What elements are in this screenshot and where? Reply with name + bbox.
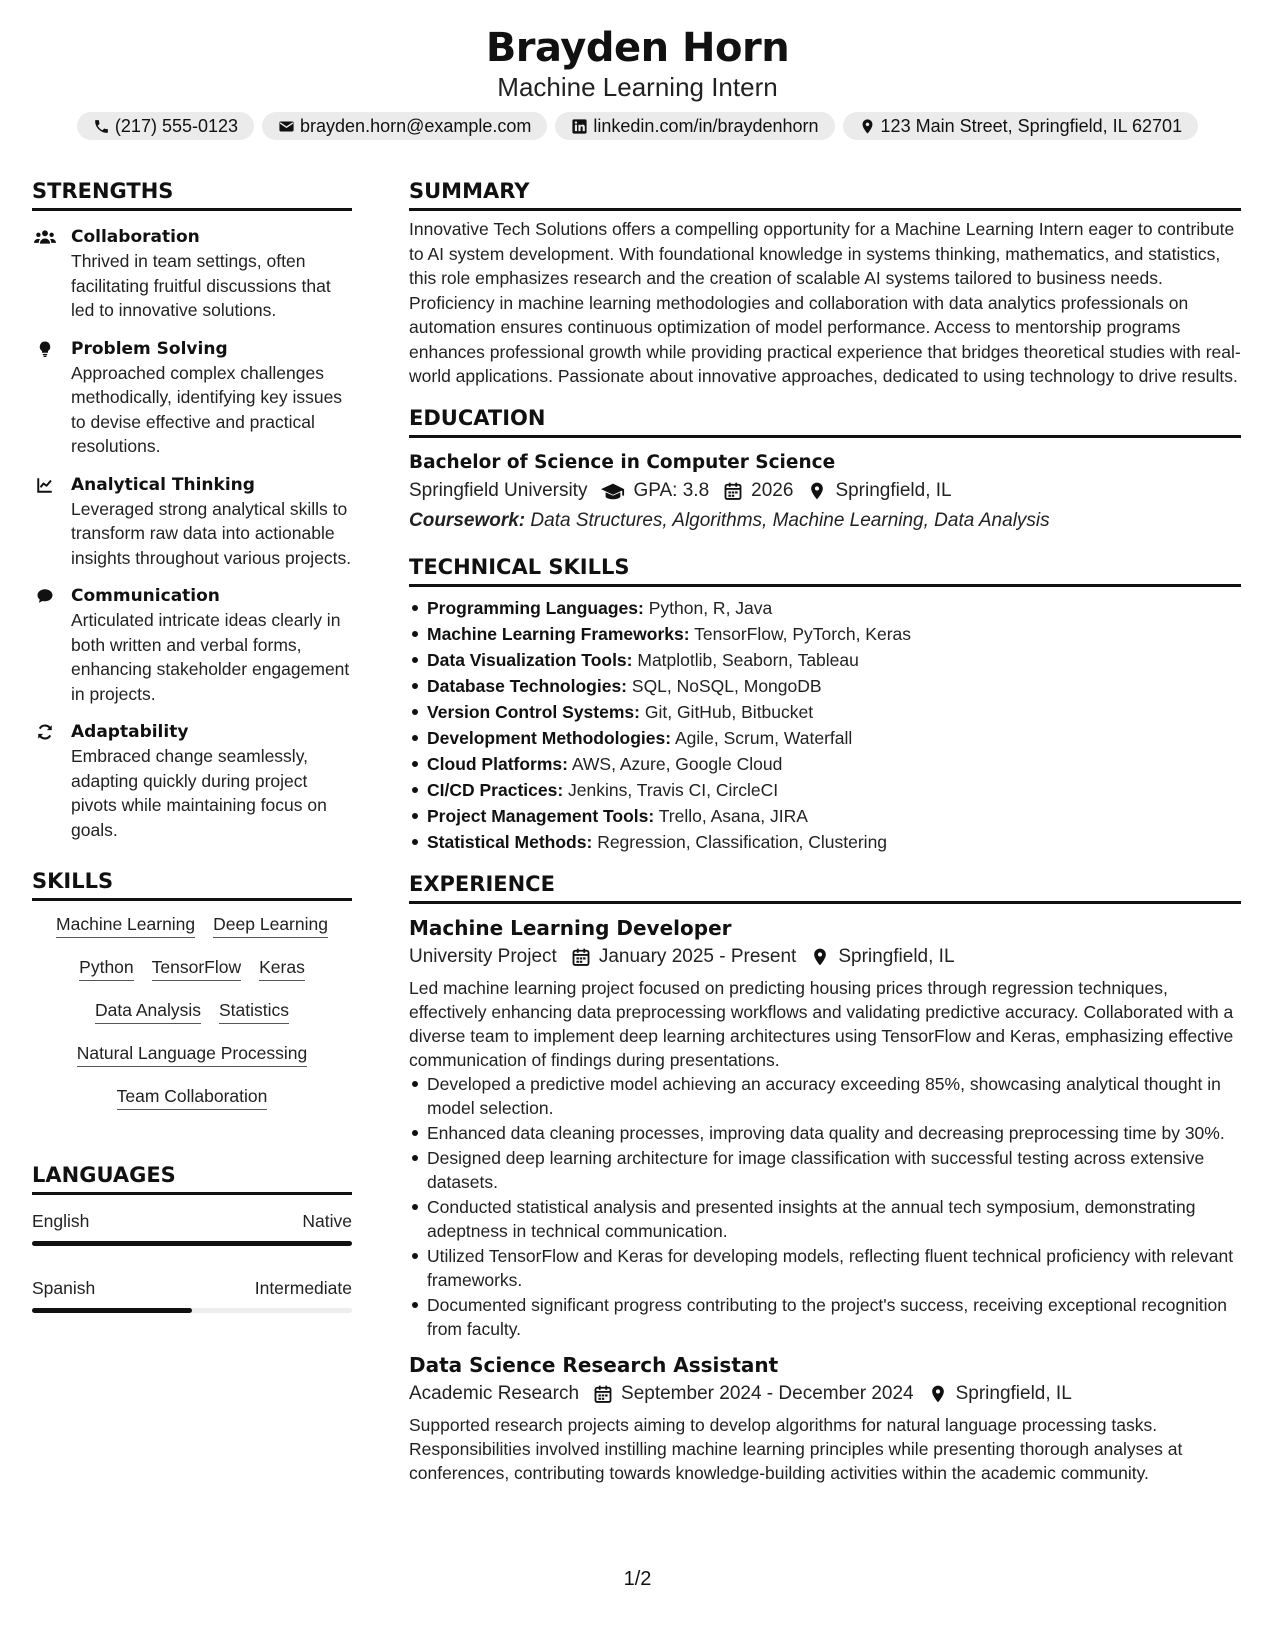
language-level: Intermediate (254, 1278, 352, 1298)
strength-desc: Approached complex challenges methodically, identifying key issues to devise effective and practical resolutions. (71, 362, 343, 456)
language-item (32, 1276, 352, 1313)
email-icon (278, 118, 295, 135)
skill-tag: Deep Learning (213, 913, 328, 938)
calendar-icon (593, 1384, 613, 1404)
location-icon (859, 118, 876, 135)
list-item: Documented significant progress contributing to the project's success, receiving exceptional recognition from faculty. (409, 1293, 1241, 1341)
job-dates: January 2025 - Present (598, 945, 797, 967)
list-item: Cloud Platforms: AWS, Azure, Google Cloud (409, 751, 1241, 777)
strength-item (32, 473, 352, 571)
strength-item (32, 584, 352, 706)
left-column (32, 178, 352, 1313)
job-entry (409, 914, 1241, 1341)
location-icon (810, 947, 830, 967)
skill-tag: Natural Language Processing (77, 1042, 308, 1067)
technical-skills-title: TECHNICAL SKILLS (409, 554, 1241, 587)
skill-tag: Machine Learning (56, 913, 195, 938)
skill-tag: TensorFlow (152, 956, 241, 981)
language-name: Spanish (32, 1278, 96, 1298)
education-location: Springfield, IL (835, 479, 952, 501)
job-bullets (409, 1072, 1241, 1341)
contact-bar (0, 112, 1275, 140)
strength-title: Analytical Thinking (71, 474, 255, 495)
strength-item (32, 720, 352, 842)
job-location: Springfield, IL (838, 945, 955, 967)
summary-text: Innovative Tech Solutions offers a compelling opportunity for a Machine Learning Intern eager to contribute to AI system development. With foundational knowledge in systems thinking, mathematics, and statistics, this role emphasizes research and the creation of scalable AI systems tailored to business needs. Proficiency in machine learning methodologies and collaboration with data analytics professionals on automation ensures continuous optimization of model performance. Access to mentorship programs enhances professional growth while providing practical experience that bridges theoretical studies with real-world applications. Passionate about innovative approaches, dedicated to using technology to drive results. (409, 219, 1241, 386)
refresh-icon (34, 723, 56, 741)
job-dates: September 2024 - December 2024 (621, 1382, 914, 1404)
chart-line-icon (34, 476, 56, 494)
list-item: Data Visualization Tools: Matplotlib, Seaborn, Tableau (409, 647, 1241, 673)
strength-desc: Articulated intricate ideas clearly in both written and verbal forms, enhancing stakeholder engagement in projects. (71, 610, 350, 704)
experience-title: EXPERIENCE (409, 871, 1241, 904)
strength-title: Problem Solving (71, 338, 228, 359)
location-icon (928, 1384, 948, 1404)
lightbulb-icon (34, 340, 56, 358)
education-meta (409, 476, 1241, 506)
language-name: English (32, 1211, 90, 1231)
strength-desc: Embraced change seamlessly, adapting quickly during project pivots while maintaining focus on goals. (71, 746, 327, 840)
job-description: Supported research projects aiming to develop algorithms for natural language processing tasks. Responsibilities involved instilling machine learning principles while presenting thorough analyses at conferences, contributing towards knowledge-building activities within the academic community. (409, 1414, 1183, 1483)
strength-title: Adaptability (71, 722, 189, 742)
education-school: Springfield University (409, 479, 588, 501)
language-bar-fill (32, 1308, 192, 1313)
skill-tag: Team Collaboration (117, 1085, 268, 1110)
page-number: 1/2 (623, 1568, 652, 1590)
strength-desc: Leveraged strong analytical skills to transform raw data into actionable insights throughout various projects. (71, 498, 352, 568)
right-column (409, 178, 1241, 1485)
job-entry (409, 1351, 1241, 1485)
list-item: Designed deep learning architecture for image classification with successful testing across extensive datasets. (409, 1146, 1241, 1194)
list-item: Version Control Systems: Git, GitHub, Bitbucket (409, 699, 1241, 725)
language-level: Native (302, 1211, 352, 1231)
phone-icon (93, 118, 110, 135)
job-title: Data Science Research Assistant (409, 1352, 779, 1377)
job-meta (409, 942, 1241, 972)
location-icon (807, 481, 827, 501)
skill-tag: Data Analysis (95, 999, 201, 1024)
candidate-name: Brayden Horn (485, 25, 790, 71)
technical-skills-list (409, 595, 1241, 855)
contact-email[interactable] (262, 112, 547, 140)
education-year: 2026 (751, 479, 794, 501)
job-location: Springfield, IL (955, 1382, 1072, 1404)
strength-title: Communication (71, 586, 220, 606)
strengths-title: STRENGTHS (32, 178, 352, 211)
strength-title: Collaboration (71, 227, 200, 247)
summary-title: SUMMARY (409, 178, 1241, 211)
linkedin-icon (571, 118, 588, 135)
contact-email-text: brayden.horn@example.com (300, 116, 532, 136)
speech-bubble-icon (34, 587, 56, 605)
contact-address-text: 123 Main Street, Springfield, IL 62701 (880, 116, 1183, 136)
graduation-cap-icon (601, 481, 625, 501)
job-description: Led machine learning project focused on predicting housing prices through regression techniques, effectively enhancing data preprocessing workflows and validating predictive accuracy. Collaborated with a diverse team to implement deep learning architectures using TensorFlow and Keras, emphasizing effective communication of findings during presentations. (409, 977, 1234, 1070)
language-bar (32, 1241, 352, 1246)
language-bar (32, 1308, 352, 1313)
resume-header (0, 0, 1275, 140)
strength-item (32, 225, 352, 323)
list-item: Statistical Methods: Regression, Classification, Clustering (409, 829, 1241, 855)
list-item: Development Methodologies: Agile, Scrum, Waterfall (409, 725, 1241, 751)
contact-linkedin[interactable] (555, 112, 834, 140)
calendar-icon (723, 481, 743, 501)
list-item: Programming Languages: Python, R, Java (409, 595, 1241, 621)
candidate-role: Machine Learning Intern (497, 72, 778, 102)
strength-desc: Thrived in team settings, often facilitating fruitful discussions that led to innovative solutions. (71, 251, 331, 320)
users-icon (34, 228, 56, 246)
skills-list (32, 913, 352, 1110)
language-bar-fill (32, 1241, 352, 1246)
list-item: Machine Learning Frameworks: TensorFlow, PyTorch, Keras (409, 621, 1241, 647)
skills-title: SKILLS (32, 868, 352, 901)
list-item: CI/CD Practices: Jenkins, Travis CI, CircleCI (409, 777, 1241, 803)
list-item: Database Technologies: SQL, NoSQL, MongoDB (409, 673, 1241, 699)
skill-tag: Keras (259, 956, 305, 981)
list-item: Project Management Tools: Trello, Asana, JIRA (409, 803, 1241, 829)
job-meta (409, 1379, 1241, 1409)
education-title: EDUCATION (409, 405, 1241, 438)
education-coursework (409, 506, 1241, 536)
skill-tag: Statistics (219, 999, 289, 1024)
coursework-label: Coursework: (409, 509, 526, 531)
education-degree: Bachelor of Science in Computer Science (409, 451, 836, 473)
contact-address (843, 112, 1199, 140)
skill-tag: Python (79, 956, 133, 981)
coursework-text: Data Structures, Algorithms, Machine Learning, Data Analysis (530, 509, 1050, 531)
list-item: Developed a predictive model achieving an accuracy exceeding 85%, showcasing analytical thought in model selection. (409, 1072, 1241, 1120)
calendar-icon (571, 947, 591, 967)
education-gpa: GPA: 3.8 (633, 479, 710, 501)
job-title: Machine Learning Developer (409, 915, 732, 940)
language-item (32, 1209, 352, 1246)
list-item: Utilized TensorFlow and Keras for developing models, reflecting fluent technical proficiency with relevant frameworks. (409, 1244, 1241, 1292)
contact-phone[interactable] (77, 112, 254, 140)
strength-item (32, 337, 352, 459)
languages-title: LANGUAGES (32, 1162, 352, 1195)
contact-phone-text: (217) 555-0123 (114, 116, 239, 136)
job-org: Academic Research (409, 1382, 580, 1404)
contact-linkedin-text: linkedin.com/in/braydenhorn (593, 116, 819, 136)
job-org: University Project (409, 945, 557, 967)
list-item: Conducted statistical analysis and presented insights at the annual tech symposium, demonstrating adeptness in technical communication. (409, 1195, 1241, 1243)
list-item: Enhanced data cleaning processes, improving data quality and decreasing preprocessing time by 30%. (409, 1121, 1241, 1145)
